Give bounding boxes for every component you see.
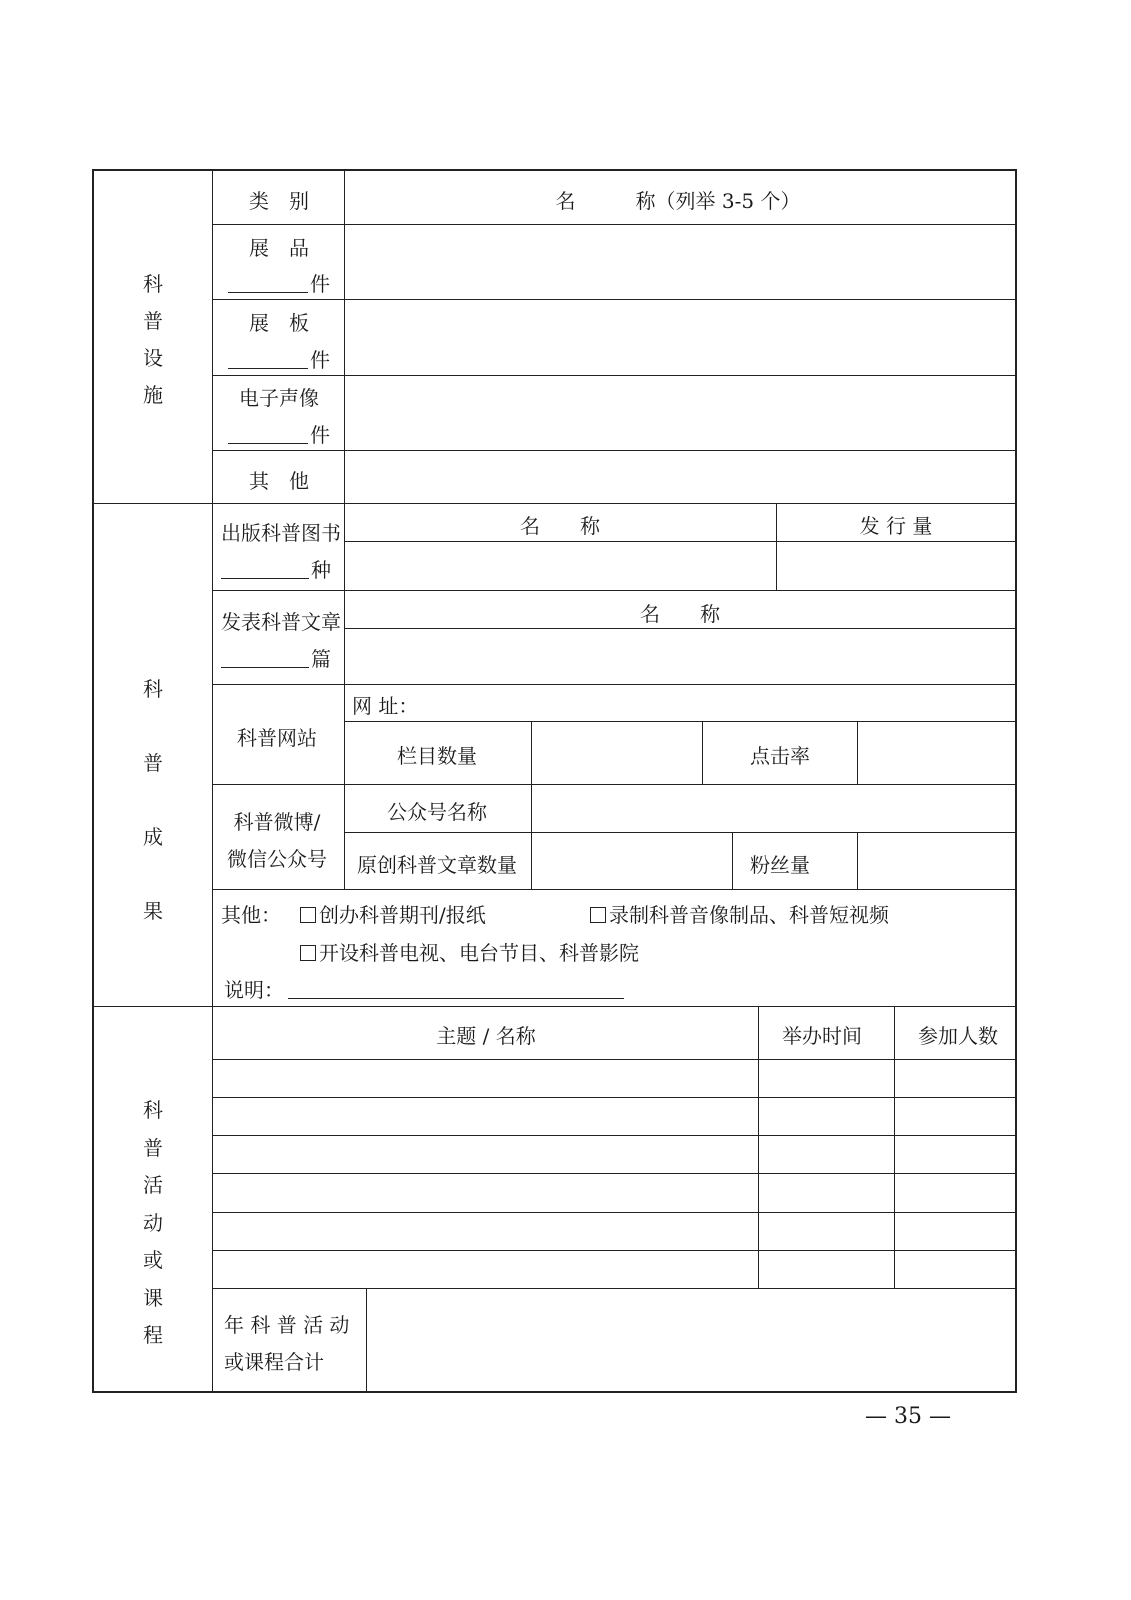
divider <box>213 889 1016 890</box>
exhibits-count-field[interactable]: 件 <box>228 272 330 296</box>
divider <box>345 541 1016 542</box>
website-label: 科普网站 <box>237 726 317 750</box>
activity-total-input[interactable] <box>368 1291 1014 1390</box>
activity-row[interactable] <box>214 1061 1014 1096</box>
website-columns-count-input[interactable] <box>533 724 701 782</box>
website-click-rate-label: 点击率 <box>750 744 810 768</box>
av-media-label: 电子声像 <box>239 386 319 410</box>
divider <box>93 503 1016 504</box>
divider <box>213 1059 1016 1060</box>
divider <box>857 722 858 784</box>
divider <box>702 722 703 784</box>
original-articles-input[interactable] <box>533 835 731 887</box>
page-number: — 35 — <box>865 1404 951 1429</box>
divider <box>776 504 777 590</box>
activity-total-label-line2: 或课程合计 <box>224 1350 324 1374</box>
section-title-activities: 科 普 活 动 或 课 程 <box>143 1098 163 1347</box>
activity-row[interactable] <box>214 1175 1014 1211</box>
divider <box>213 1173 1016 1174</box>
option-tv-radio[interactable]: 开设科普电视、电台节目、科普影院 <box>300 941 639 965</box>
panels-count-field[interactable]: 件 <box>228 348 330 372</box>
checkbox[interactable] <box>590 907 606 923</box>
divider <box>93 1006 1016 1007</box>
weibo-label-line1: 科普微博/ <box>233 810 321 834</box>
divider <box>531 785 532 889</box>
checkbox[interactable] <box>300 945 316 961</box>
divider <box>213 299 1016 300</box>
divider <box>212 170 213 1392</box>
divider <box>857 833 858 889</box>
option-periodical[interactable]: 创办科普期刊/报纸 <box>300 903 486 927</box>
section-title-achievements: 科 普 成 果 <box>143 677 163 923</box>
articles-name-header: 名 称 <box>640 602 720 626</box>
divider <box>345 832 1016 833</box>
divider <box>345 721 1016 722</box>
articles-label: 发表科普文章 <box>221 610 341 634</box>
divider <box>213 1288 1016 1289</box>
activity-row[interactable] <box>214 1252 1014 1287</box>
website-click-rate-input[interactable] <box>859 724 1014 782</box>
divider <box>345 628 1016 629</box>
divider <box>213 1250 1016 1251</box>
books-name-header: 名 称 <box>520 514 600 538</box>
activity-total-label-line1: 年 科 普 活 动 <box>224 1313 350 1337</box>
followers-input[interactable] <box>859 835 1014 887</box>
option-av-products[interactable]: 录制科普音像制品、科普短视频 <box>590 903 889 927</box>
av-media-count-field[interactable]: 件 <box>228 423 330 447</box>
original-articles-label: 原创科普文章数量 <box>357 853 517 877</box>
divider <box>213 375 1016 376</box>
divider <box>213 1097 1016 1098</box>
account-name-label: 公众号名称 <box>387 800 487 824</box>
website-url-input[interactable] <box>420 688 1012 720</box>
books-label: 出版科普图书 <box>221 521 341 545</box>
exhibits-label: 展 品 <box>249 236 309 260</box>
activity-participants-header: 参加人数 <box>918 1024 998 1048</box>
activity-row[interactable] <box>214 1214 1014 1249</box>
activity-time-header: 举办时间 <box>782 1024 862 1048</box>
divider <box>213 450 1016 451</box>
divider <box>213 1212 1016 1213</box>
books-count-field[interactable]: 种 <box>221 558 331 582</box>
divider <box>213 224 1016 225</box>
divider <box>213 684 1016 685</box>
note-field[interactable]: 说明： <box>224 978 624 1002</box>
panels-label: 展 板 <box>249 311 309 335</box>
checkbox[interactable] <box>300 907 316 923</box>
website-columns-count-label: 栏目数量 <box>397 744 477 768</box>
divider <box>732 833 733 889</box>
other-label: 其他： <box>221 903 281 927</box>
website-url-label: 网 址： <box>352 694 419 718</box>
divider <box>213 784 1016 785</box>
books-circulation-header: 发 行 量 <box>859 514 933 538</box>
divider <box>213 590 1016 591</box>
articles-count-field[interactable]: 篇 <box>221 647 331 671</box>
activity-row[interactable] <box>214 1099 1014 1134</box>
divider <box>344 170 345 503</box>
divider <box>213 1135 1016 1136</box>
activity-topic-header: 主题 / 名称 <box>436 1024 536 1048</box>
divider <box>366 1289 367 1392</box>
followers-label: 粉丝量 <box>750 853 810 877</box>
header-category: 类 别 <box>249 189 309 213</box>
divider <box>531 722 532 784</box>
section-title-facilities: 科 普 设 施 <box>143 272 163 407</box>
header-name-list: 名 称（列举 3-5 个） <box>555 189 801 213</box>
other-facilities-label: 其 他 <box>249 469 309 493</box>
activity-row[interactable] <box>214 1137 1014 1172</box>
account-name-input[interactable] <box>533 787 1014 831</box>
weibo-label-line2: 微信公众号 <box>227 847 327 871</box>
